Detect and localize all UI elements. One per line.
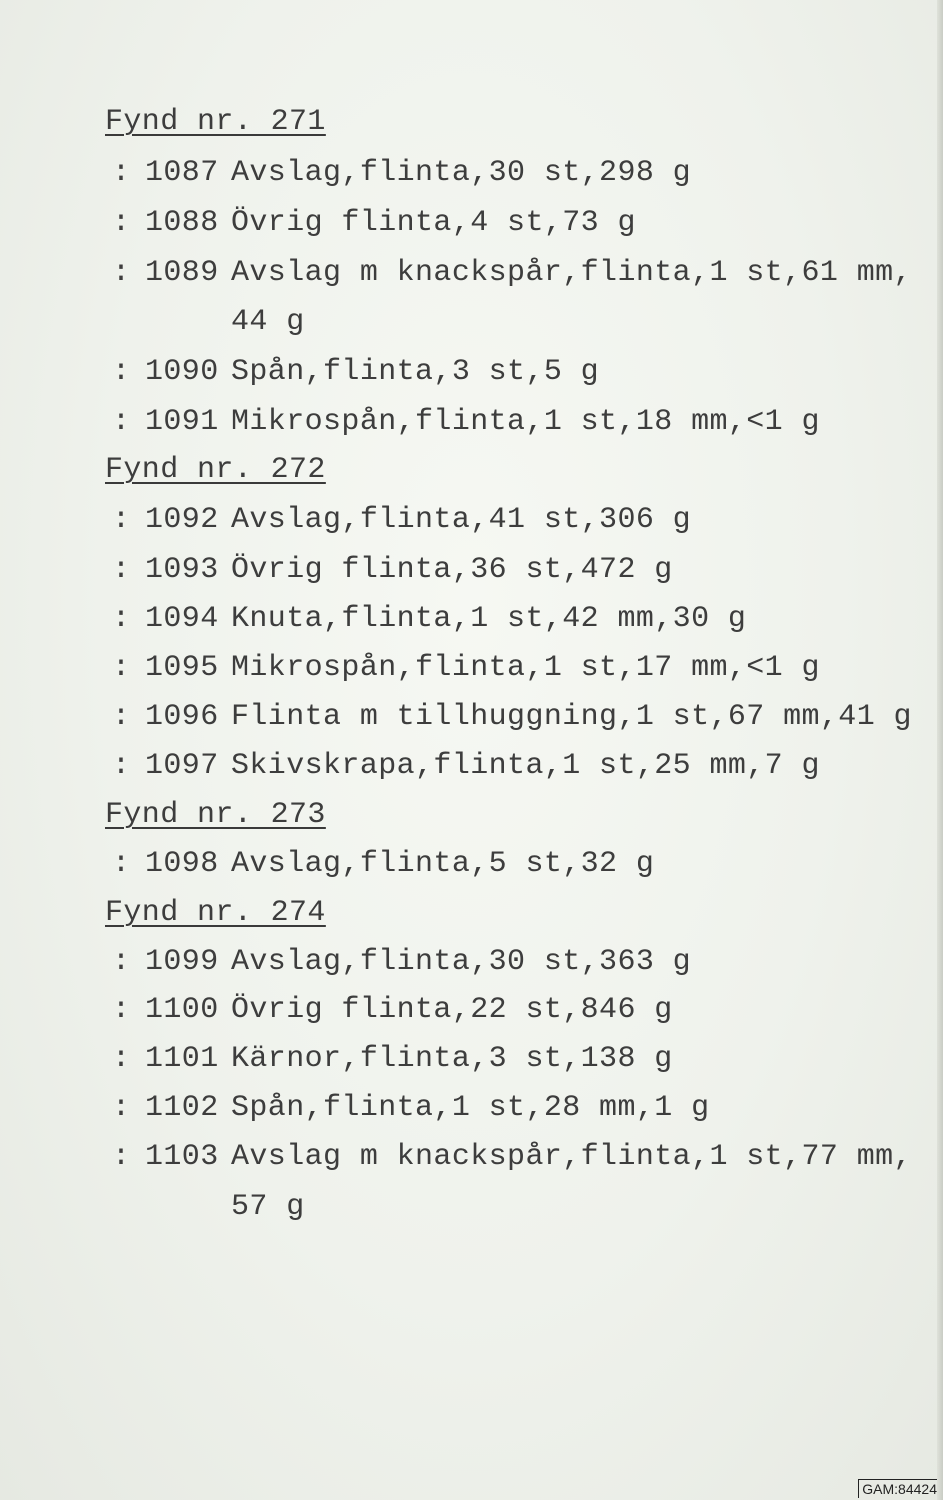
entry-marker: : [112,156,131,190]
section-heading: Fynd nr. 272 [105,453,326,487]
entry-number: 1090 [145,355,219,389]
entry-marker: : [112,206,131,240]
entry-number: 1087 [145,156,219,190]
entry-continuation: 57 g [231,1190,305,1224]
entry-number: 1088 [145,206,219,240]
entry-text: Spån,flinta,1 st,28 mm,1 g [231,1091,710,1125]
entry-row [112,1137,912,1177]
entry-text: Avslag,flinta,30 st,298 g [231,156,692,190]
entry-row [112,1039,673,1079]
entry-number: 1096 [145,700,219,734]
entry-text: Flinta m tillhuggning,1 st,67 mm,41 g [231,700,912,734]
entry-number: 1100 [145,993,219,1027]
entry-text: Knuta,flinta,1 st,42 mm,30 g [231,602,747,636]
entry-number: 1101 [145,1042,219,1076]
entry-number: 1089 [145,256,219,290]
entry-text: Avslag,flinta,41 st,306 g [231,503,692,537]
entry-text: Övrig flinta,22 st,846 g [231,993,673,1027]
entry-marker: : [112,355,131,389]
entry-text: Avslag,flinta,30 st,363 g [231,945,692,979]
entry-number: 1095 [145,651,219,685]
entry-number: 1098 [145,847,219,881]
entry-text: Avslag,flinta,5 st,32 g [231,847,655,881]
entry-marker: : [112,1042,131,1076]
entry-row [112,500,691,540]
entry-text: Avslag m knackspår,flinta,1 st,61 mm, [231,256,912,290]
entry-row [112,990,673,1030]
entry-number: 1102 [145,1091,219,1125]
entry-text: Mikrospån,flinta,1 st,17 mm,<1 g [231,651,820,685]
entry-text: Övrig flinta,4 st,73 g [231,206,636,240]
section-heading: Fynd nr. 271 [105,105,326,139]
entry-marker: : [112,651,131,685]
entry-number: 1097 [145,749,219,783]
entry-row [112,599,746,639]
entry-number: 1091 [145,405,219,439]
entry-text: Kärnor,flinta,3 st,138 g [231,1042,673,1076]
entry-row [112,1088,709,1128]
entry-row [112,253,912,293]
entry-row [112,746,820,786]
entry-number: 1103 [145,1140,219,1174]
entry-marker: : [112,1091,131,1125]
entry-row [112,942,691,982]
entry-text: Övrig flinta,36 st,472 g [231,553,673,587]
entry-marker: : [112,847,131,881]
entry-row [112,648,820,688]
entry-marker: : [112,945,131,979]
entry-row [112,402,820,442]
entry-marker: : [112,503,131,537]
entry-row [112,697,912,737]
entry-text: Skivskrapa,flinta,1 st,25 mm,7 g [231,749,820,783]
entry-number: 1094 [145,602,219,636]
section-heading: Fynd nr. 273 [105,798,326,832]
entry-row [112,352,599,392]
entry-marker: : [112,405,131,439]
entry-number: 1093 [145,553,219,587]
entry-row [112,203,636,243]
entry-row [112,153,691,193]
entry-row [112,844,654,884]
entry-row [112,550,673,590]
entry-marker: : [112,602,131,636]
entry-text: Avslag m knackspår,flinta,1 st,77 mm, [231,1140,912,1174]
entry-text: Mikrospån,flinta,1 st,18 mm,<1 g [231,405,820,439]
entry-marker: : [112,553,131,587]
entry-marker: : [112,749,131,783]
entry-continuation: 44 g [231,305,305,339]
entry-number: 1092 [145,503,219,537]
entry-marker: : [112,993,131,1027]
inventory-stamp: GAM:84424 [858,1479,940,1498]
entry-number: 1099 [145,945,219,979]
entry-text: Spån,flinta,3 st,5 g [231,355,600,389]
entry-marker: : [112,256,131,290]
entry-marker: : [112,1140,131,1174]
section-heading: Fynd nr. 274 [105,896,326,930]
entry-marker: : [112,700,131,734]
